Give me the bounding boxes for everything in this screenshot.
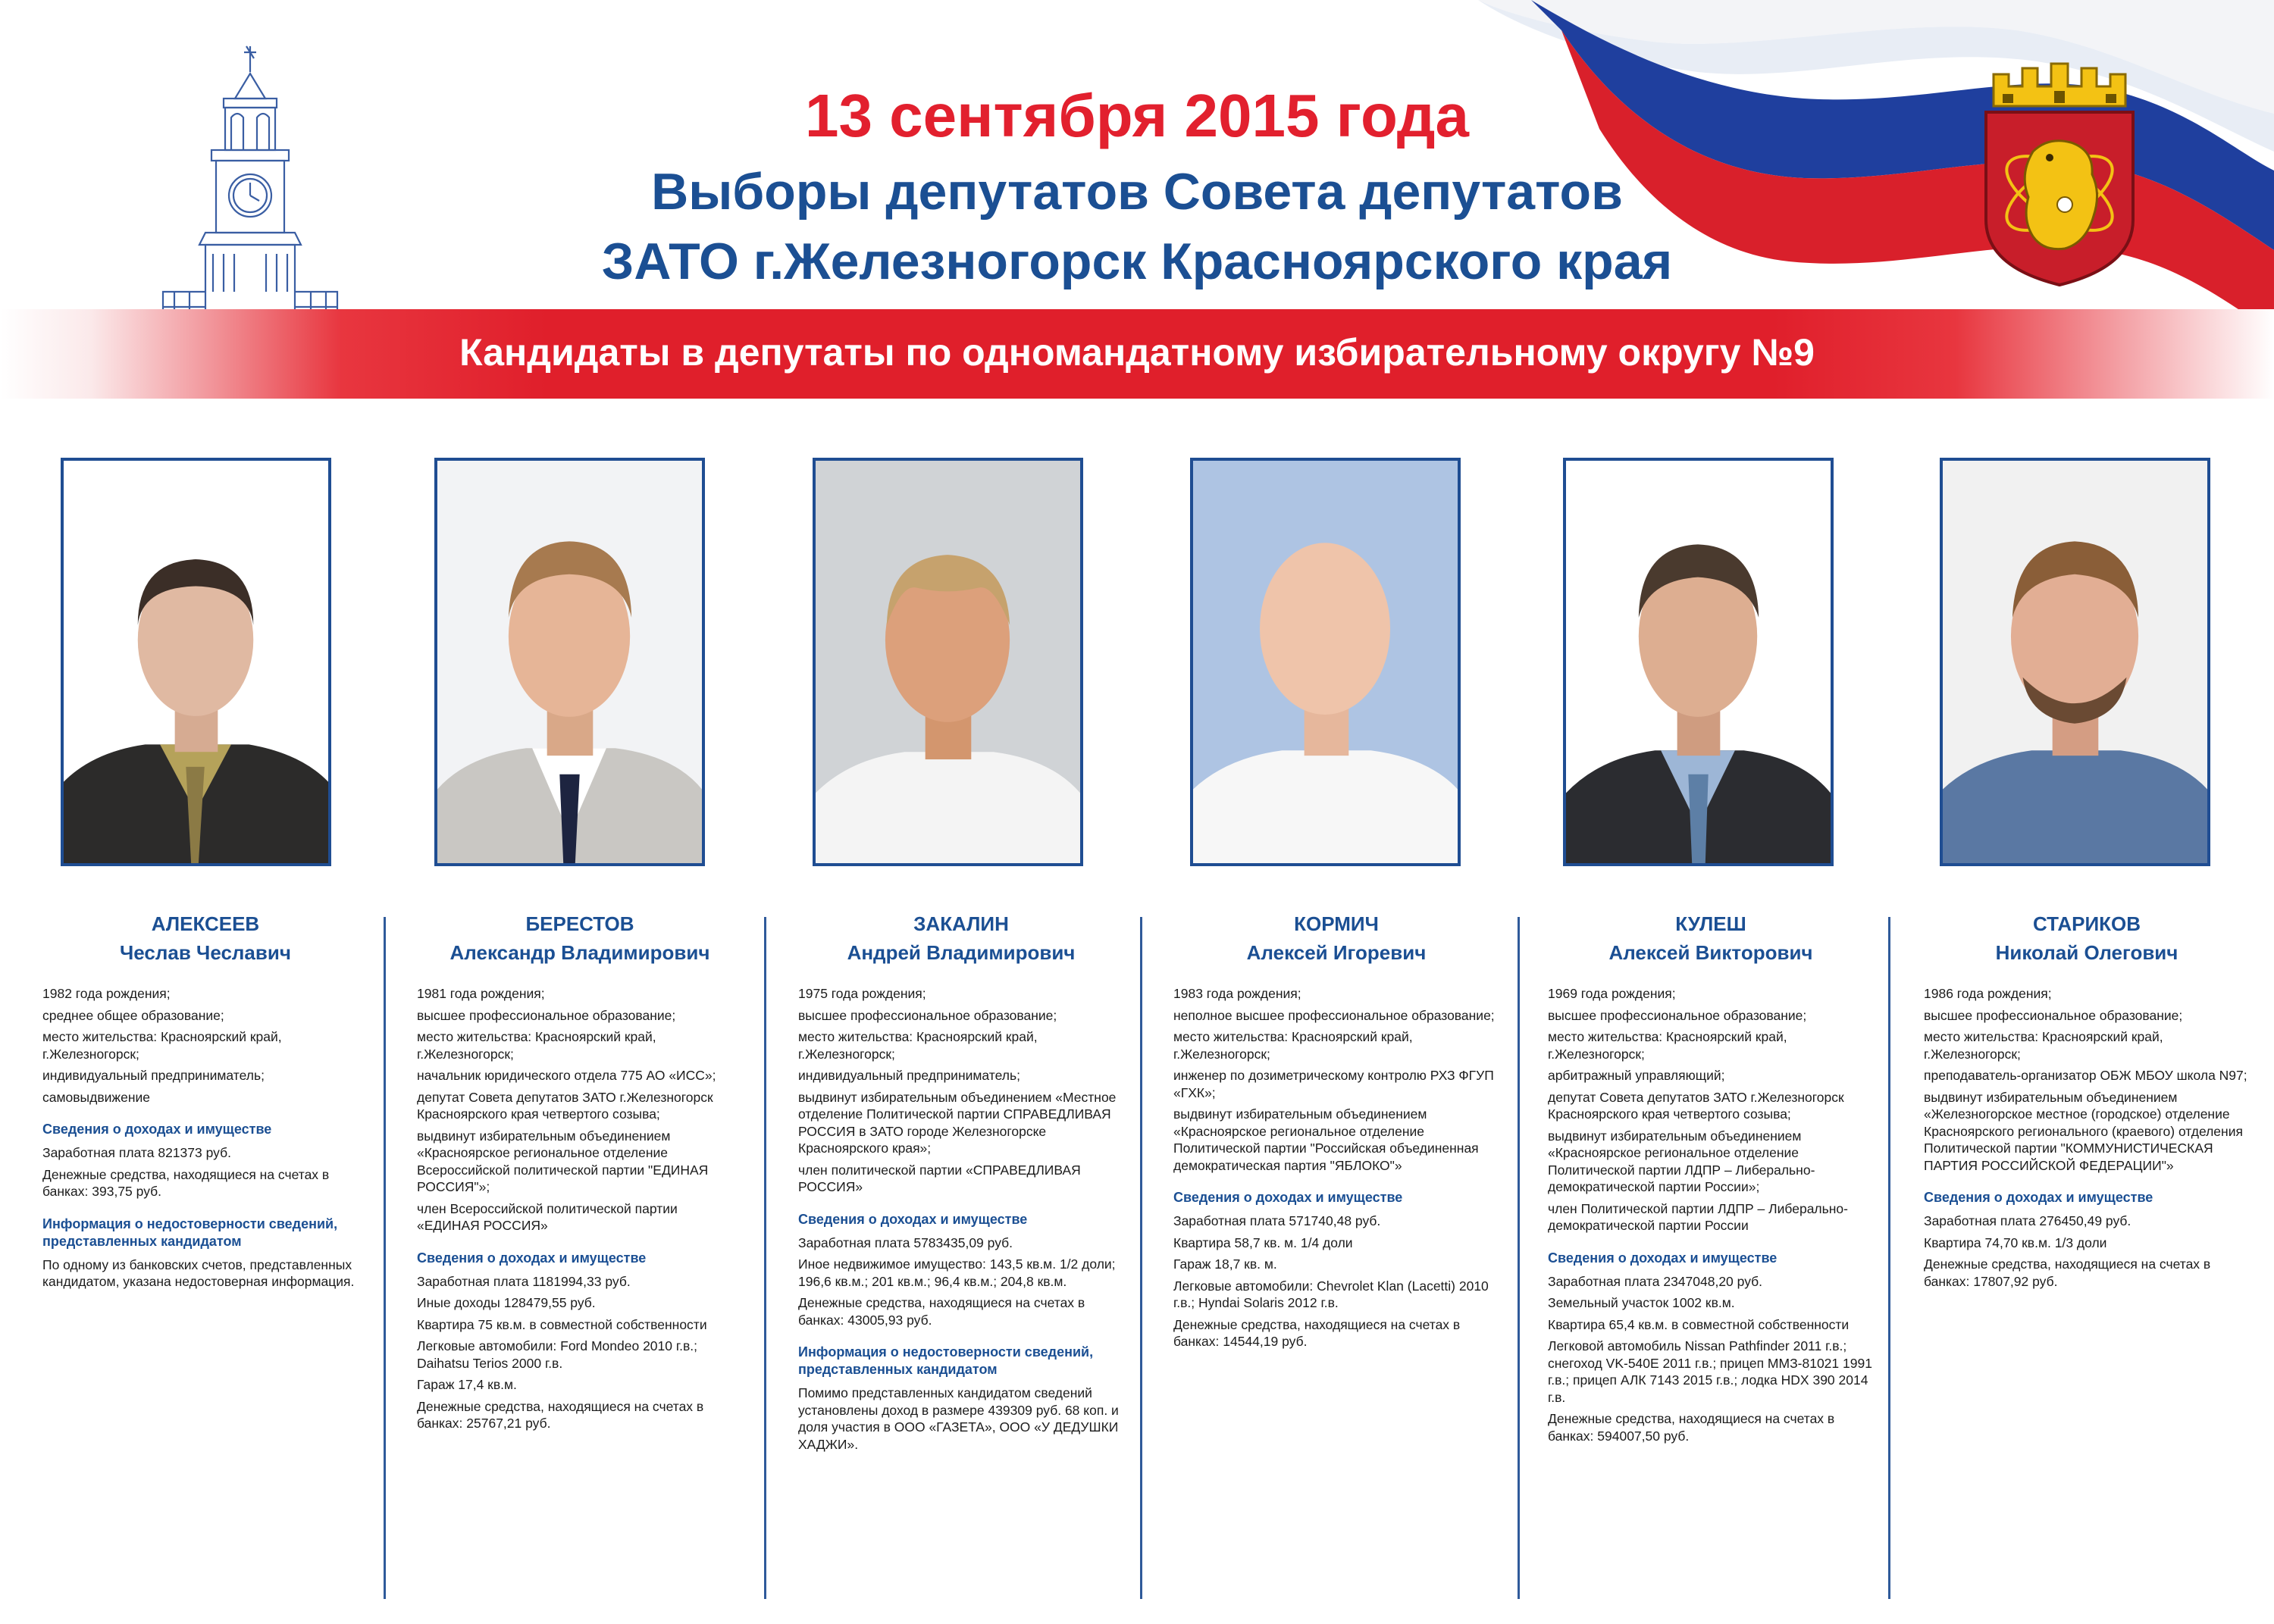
candidate-given-names: Алексей Игоревич bbox=[1246, 941, 1427, 964]
bio-line: член политической партии «СПРАВЕДЛИВАЯ РОССИЯ» bbox=[798, 1162, 1081, 1194]
income-line: Гараж 18,7 кв. м. bbox=[1173, 1256, 1277, 1272]
candidate-details bbox=[1548, 985, 1874, 1444]
income-line: Заработная плата 571740,48 руб. bbox=[1173, 1213, 1381, 1228]
income-line: Квартира 74,70 кв.м. 1/3 доли bbox=[1924, 1234, 2107, 1250]
income-line: Иное недвижимое имущество: 143,5 кв.м. 1/2 доли; 196,6 кв.м.; 201 кв.м.; 96,4 кв.м.; 204,8 кв.м. bbox=[798, 1256, 1116, 1289]
income-line: Денежные средства, находящиеся на счетах в банках: 25767,21 руб. bbox=[417, 1398, 704, 1431]
candidate-surname: КОРМИЧ bbox=[1294, 912, 1379, 935]
income-line: Денежные средства, находящиеся на счетах в банках: 17807,92 руб. bbox=[1924, 1256, 2211, 1289]
unreliable-info-heading: Информация о недостоверности сведений, представленных кандидатом bbox=[42, 1216, 338, 1249]
district-banner-text: Кандидаты в депутаты по одномандатному избирательному округу №9 bbox=[459, 331, 1815, 374]
income-line: Денежные средства, находящиеся на счетах в банках: 594007,50 руб. bbox=[1548, 1411, 1835, 1444]
income-heading: Сведения о доходах и имуществе bbox=[798, 1211, 1028, 1227]
candidate-info bbox=[42, 909, 368, 1295]
candidate-details bbox=[1173, 985, 1499, 1350]
candidate-surname: СТАРИКОВ bbox=[2032, 912, 2141, 935]
candidate-info bbox=[417, 909, 743, 1437]
bio-line: выдвинут избирательным объединением «Железногорское местное (городское) отделение Красноярского регионального (краевого) отделения Политической партии "КОММУНИСТИЧЕСКАЯ ПАРТИЯ РОССИЙСКОЙ ФЕДЕРАЦИИ"» bbox=[1924, 1089, 2243, 1173]
bio-line: преподаватель-организатор ОБЖ МБОУ школа N97; bbox=[1924, 1068, 2247, 1083]
unreliable-info-line: По одному из банковских счетов, представленных кандидатом, указана недостоверная информация. bbox=[42, 1256, 355, 1289]
page-subtitle: ЗАТО г.Железногорск Красноярского края bbox=[601, 233, 1673, 290]
income-line: Гараж 17,4 кв.м. bbox=[417, 1377, 517, 1392]
income-line: Легковые автомобили: Ford Mondeo 2010 г.в.; Daihatsu Terios 2000 г.в. bbox=[417, 1338, 697, 1371]
bio-line: высшее профессиональное образование; bbox=[417, 1007, 676, 1023]
bio-line: высшее профессиональное образование; bbox=[1924, 1007, 2183, 1023]
column-divider bbox=[1518, 917, 1520, 1599]
bio-line: выдвинут избирательным объединением «Красноярское региональное отделение Политической партии ЛДПР – Либерально-демократической партии России»; bbox=[1548, 1128, 1815, 1194]
column-divider bbox=[384, 917, 386, 1599]
income-line: Денежные средства, находящиеся на счетах в банках: 14544,19 руб. bbox=[1173, 1316, 1461, 1349]
bio-line: 1975 года рождения; bbox=[798, 986, 926, 1001]
candidate-info bbox=[1173, 909, 1499, 1355]
bio-line: инженер по дозиметрическому контролю РХЗ ФГУП «ГХК»; bbox=[1173, 1068, 1494, 1100]
candidate-photo bbox=[1563, 458, 1834, 866]
income-line: Земельный участок 1002 кв.м. bbox=[1548, 1295, 1735, 1310]
bio-line: место жительства: Красноярский край, г.Железногорск; bbox=[1924, 1029, 2163, 1062]
income-heading: Сведения о доходах и имуществе bbox=[1173, 1190, 1403, 1205]
candidate-photo bbox=[434, 458, 705, 866]
income-heading: Сведения о доходах и имуществе bbox=[42, 1122, 272, 1137]
bio-line: депутат Совета депутатов ЗАТО г.Железногорск Красноярского края четвертого созыва; bbox=[417, 1089, 713, 1122]
column-divider bbox=[1140, 917, 1142, 1599]
candidate-surname: АЛЕКСЕЕВ bbox=[151, 912, 260, 935]
bio-line: 1983 года рождения; bbox=[1173, 986, 1301, 1001]
candidate-given-names: Александр Владимирович bbox=[449, 941, 710, 964]
bio-line: место жительства: Красноярский край, г.Железногорск; bbox=[417, 1029, 656, 1062]
bio-line: 1986 года рождения; bbox=[1924, 986, 2052, 1001]
candidate-info bbox=[798, 909, 1124, 1457]
income-line: Заработная плата 821373 руб. bbox=[42, 1145, 231, 1160]
income-line: Денежные средства, находящиеся на счетах в банках: 43005,93 руб. bbox=[798, 1295, 1085, 1328]
bio-line: самовыдвижение bbox=[42, 1089, 151, 1105]
election-date: 13 сентября 2015 года bbox=[804, 82, 1470, 149]
bio-line: депутат Совета депутатов ЗАТО г.Железногорск Красноярского края четвертого созыва; bbox=[1548, 1089, 1844, 1122]
candidate-details bbox=[417, 985, 743, 1432]
income-line: Легковой автомобиль Nissan Pathfinder 2011 г.в.; снегоход VK-540E 2011 г.в.; прицеп ММЗ-81021 1991 г.в.; прицеп АЛК 7143 2015 г.в.; лодка HDX 390 2014 г.в. bbox=[1548, 1338, 1872, 1405]
bio-line: индивидуальный предприниматель; bbox=[42, 1068, 265, 1083]
candidate-details bbox=[1924, 985, 2250, 1290]
income-heading: Сведения о доходах и имуществе bbox=[1924, 1190, 2153, 1205]
candidate-photo bbox=[813, 458, 1083, 866]
income-line: Квартира 65,4 кв.м. в совместной собственности bbox=[1548, 1316, 1850, 1332]
income-line: Легковые автомобили: Chevrolet Klan (Lacetti) 2010 г.в.; Hyndai Solaris 2012 г.в. bbox=[1173, 1278, 1489, 1310]
bio-line: член Всероссийской политической партии «ЕДИНАЯ РОССИЯ» bbox=[417, 1200, 678, 1233]
bio-line: высшее профессиональное образование; bbox=[1548, 1007, 1807, 1023]
candidate-photo bbox=[1190, 458, 1461, 866]
income-heading: Сведения о доходах и имуществе bbox=[1548, 1250, 1778, 1266]
bio-line: индивидуальный предприниматель; bbox=[798, 1068, 1020, 1083]
bio-line: среднее общее образование; bbox=[42, 1007, 224, 1023]
income-line: Заработная плата 1181994,33 руб. bbox=[417, 1273, 631, 1289]
candidate-photo bbox=[1940, 458, 2210, 866]
candidate-photo bbox=[61, 458, 331, 866]
candidate-info bbox=[1924, 909, 2250, 1294]
bio-line: 1982 года рождения; bbox=[42, 986, 171, 1001]
column-divider bbox=[1888, 917, 1890, 1599]
column-divider bbox=[764, 917, 766, 1599]
income-line: Заработная плата 5783435,09 руб. bbox=[798, 1234, 1013, 1250]
candidate-details bbox=[798, 985, 1124, 1453]
bio-line: арбитражный управляющий; bbox=[1548, 1068, 1725, 1083]
candidate-details bbox=[42, 985, 368, 1291]
bio-line: член Политической партии ЛДПР – Либерально-демократической партии России bbox=[1548, 1200, 1848, 1233]
unreliable-info-heading: Информация о недостоверности сведений, представленных кандидатом bbox=[798, 1344, 1094, 1377]
bio-line: 1981 года рождения; bbox=[417, 986, 545, 1001]
bio-line: место жительства: Красноярский край, г.Железногорск; bbox=[1548, 1029, 1787, 1062]
candidate-surname: БЕРЕСТОВ bbox=[525, 912, 634, 935]
income-heading: Сведения о доходах и имуществе bbox=[417, 1250, 647, 1266]
bio-line: 1969 года рождения; bbox=[1548, 986, 1676, 1001]
income-line: Заработная плата 2347048,20 руб. bbox=[1548, 1273, 1763, 1289]
bio-line: место жительства: Красноярский край, г.Железногорск; bbox=[1173, 1029, 1413, 1062]
bio-line: место жительства: Красноярский край, г.Железногорск; bbox=[42, 1029, 282, 1062]
income-line: Денежные средства, находящиеся на счетах в банках: 393,75 руб. bbox=[42, 1166, 330, 1199]
bio-line: место жительства: Красноярский край, г.Железногорск; bbox=[798, 1029, 1038, 1062]
candidate-given-names: Николай Олегович bbox=[1995, 941, 2178, 964]
bio-line: выдвинут избирательным объединением «Красноярское региональное отделение Политической партии "Российская объединенная демократическая партия "ЯБЛОКО"» bbox=[1173, 1106, 1479, 1173]
income-line: Заработная плата 276450,49 руб. bbox=[1924, 1213, 2131, 1228]
bio-line: выдвинут избирательным объединением «Красноярское региональное отделение Всероссийской политической партии "ЕДИНАЯ РОССИЯ"»; bbox=[417, 1128, 709, 1194]
candidate-surname: ЗАКАЛИН bbox=[913, 912, 1009, 935]
page-title: Выборы депутатов Совета депутатов bbox=[651, 163, 1623, 221]
candidate-info bbox=[1548, 909, 1874, 1449]
unreliable-info-line: Помимо представленных кандидатом сведений установлены доход в размере 439309 руб. 68 коп. и доля участия в ООО «ГАЗЕТА», ООО «У ДЕДУШКИ ХАДЖИ». bbox=[798, 1385, 1119, 1452]
bio-line: начальник юридического отдела 775 АО «ИСС»; bbox=[417, 1068, 716, 1083]
bio-line: неполное высшее профессиональное образование; bbox=[1173, 1007, 1495, 1023]
candidate-surname: КУЛЕШ bbox=[1675, 912, 1746, 935]
bio-line: высшее профессиональное образование; bbox=[798, 1007, 1057, 1023]
income-line: Квартира 75 кв.м. в совместной собственности bbox=[417, 1316, 707, 1332]
income-line: Иные доходы 128479,55 руб. bbox=[417, 1295, 596, 1310]
bio-line: выдвинут избирательным объединением «Местное отделение Политической партии СПРАВЕДЛИВАЯ РОССИЯ в ЗАТО городе Железногорске Красноярского края»; bbox=[798, 1089, 1117, 1156]
income-line: Квартира 58,7 кв. м. 1/4 доли bbox=[1173, 1234, 1353, 1250]
candidate-given-names: Алексей Викторович bbox=[1608, 941, 1813, 964]
candidate-given-names: Андрей Владимирович bbox=[847, 941, 1076, 964]
candidate-given-names: Чеслав Чеславич bbox=[120, 941, 291, 964]
